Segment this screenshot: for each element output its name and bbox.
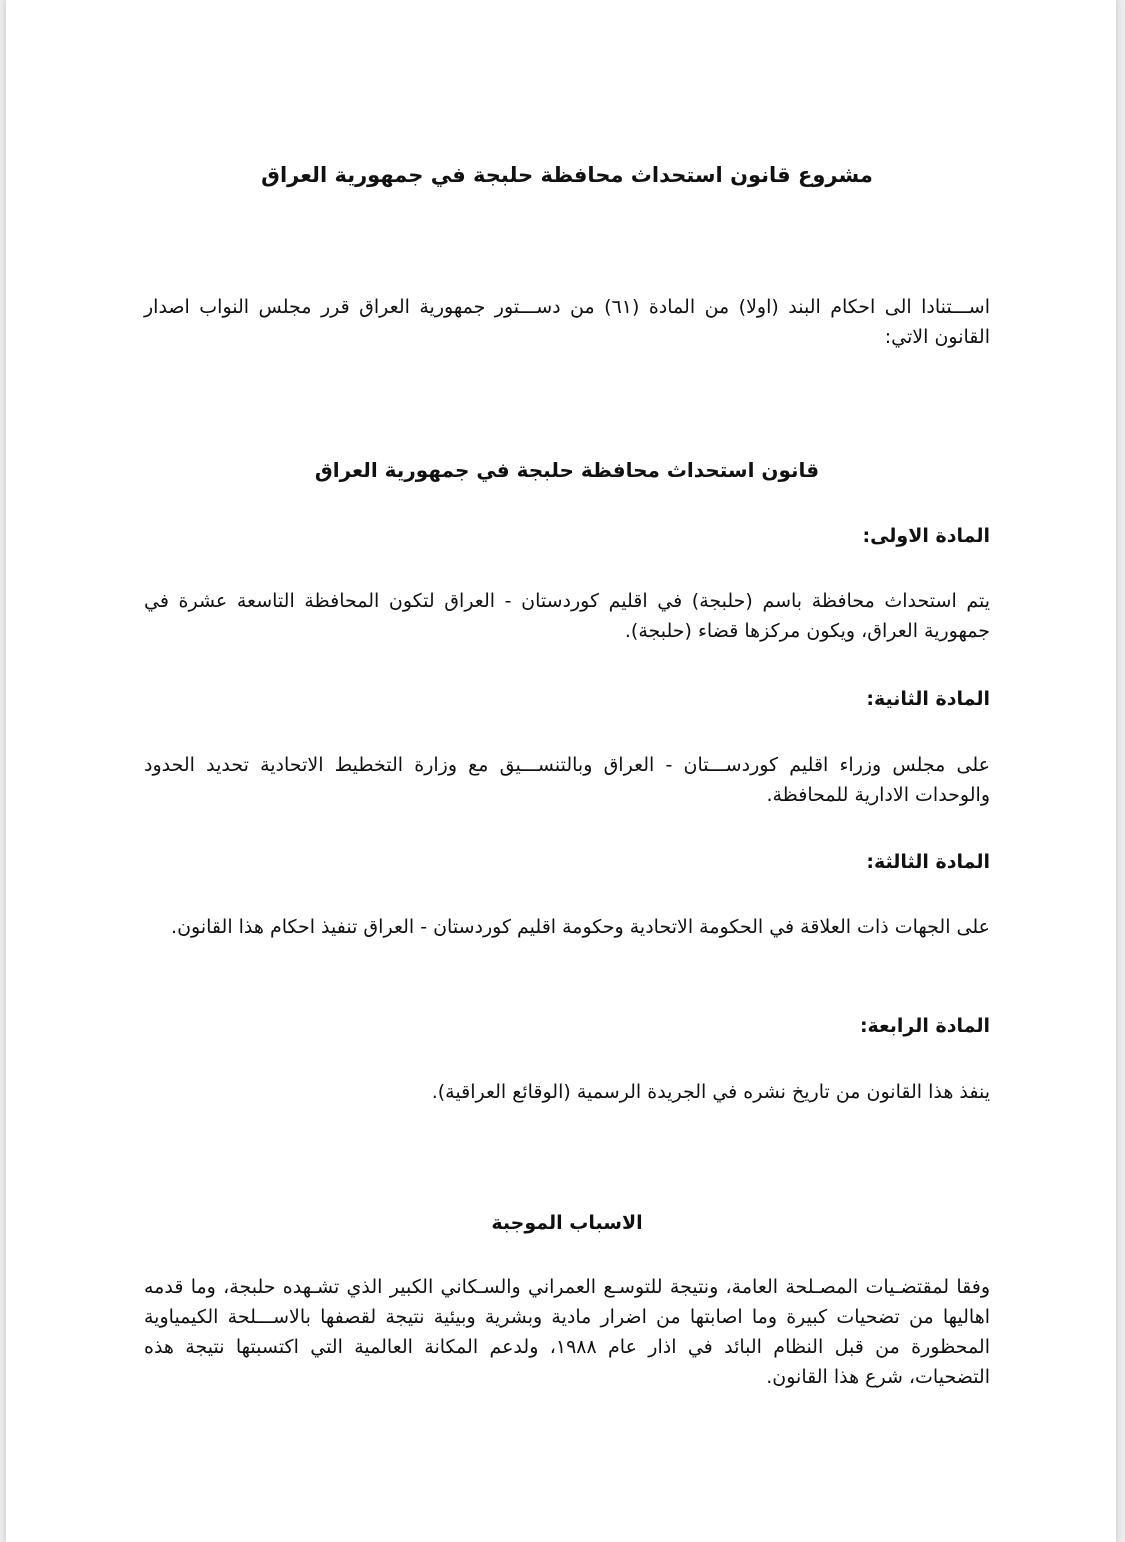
- law-title: قانون استحداث محافظة حلبجة في جمهورية العراق: [314, 458, 820, 482]
- preamble-paragraph: اســـتنادا الى احكام البند (اولا) من المادة (٦١) من دســـتور جمهورية العراق قرر مجلس النواب اصدار القانون الاتي:: [144, 296, 991, 348]
- article-4-heading: المادة الرابعة:: [859, 1015, 990, 1037]
- reasons-title: الاسباب الموجبة: [491, 1212, 643, 1234]
- article-4-text: ينفذ هذا القانون من تاريخ نشره في الجريدة الرسمية (الوقائع العراقية).: [431, 1081, 990, 1103]
- article-1-heading: المادة الاولى:: [862, 525, 990, 547]
- document-page: [6, 0, 1116, 1542]
- article-3-text: على الجهات ذات العلاقة في الحكومة الاتحادية وحكومة اقليم كوردستان - العراق تنفيذ احكام هذا القانون.: [171, 916, 990, 938]
- reasons-paragraph: وفقا لمقتضـيات المصـلحة العامة، ونتيجة للتوسـع العمراني والسـكاني الكبير الذي تشـهده حلبجة، وما قدمه اهاليها من تضحيات كبيرة وما اصابتها من اضرار مادية وبشرية وبيئية نتيجة لقصفها بالاســـلحة الكيمياوية المحظورة من قبل النظام البائد في اذار عام ١٩٨٨، ولدعم المكانة العالمية التي اكتسبتها نتيجة هذه التضحيات، شرع هذا القانون.: [144, 1276, 990, 1388]
- article-3-heading: المادة الثالثة:: [866, 851, 990, 873]
- main-title: مشروع قانون استحداث محافظة حلبجة في جمهورية العراق: [261, 163, 873, 187]
- article-2-heading: المادة الثانية:: [866, 688, 990, 710]
- article-2-text: على مجلس وزراء اقليم كوردســـتان - العراق وبالتنســـيق مع وزارة التخطيط الاتحادية تحديد الحدود والوحدات الادارية للمحافظة.: [144, 754, 990, 806]
- article-1-text: يتم استحداث محافظة باسم (حلبجة) في اقليم كوردستان - العراق لتكون المحافظة التاسعة عشرة في جمهورية العراق، ويكون مركزها قضاء (حلبجة).: [144, 590, 990, 642]
